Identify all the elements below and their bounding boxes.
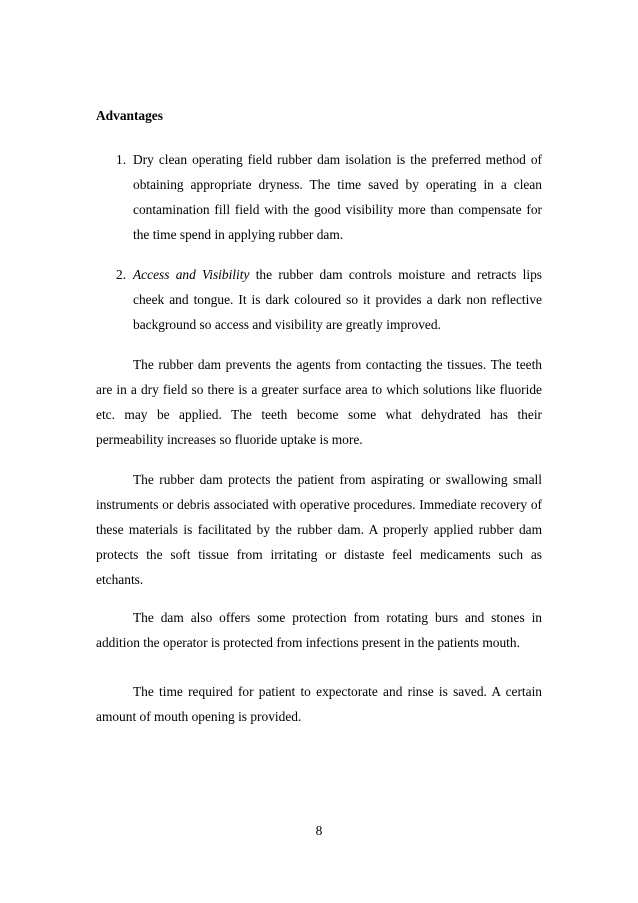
body-paragraph: The rubber dam protects the patient from aspirating or swallowing small instruments or debris associated with operative procedures. Immediate recovery of these materials is facilitated by the rubber dam. A properly applied rubber dam protects the soft tissue from irritating or distaste feel medicaments such as etchants. [96, 472, 542, 587]
list-number: 2. [116, 267, 127, 282]
list-item-text: the rubber dam controls moisture and retracts lips cheek and tongue. It is dark coloured so it provides a dark non reflective background so access and visibility are greatly improved. [133, 267, 542, 332]
advantages-list-item-2-container [96, 262, 542, 337]
list-number: 1. [116, 152, 127, 167]
body-paragraph: The time required for patient to expectorate and rinse is saved. A certain amount of mouth opening is provided. [96, 684, 542, 724]
list-item-text: Dry clean operating field rubber dam isolation is the preferred method of obtaining appropriate dryness. The time saved by operating in a clean contamination fill field with the good visibility more than compensate for the time spend in applying rubber dam. [133, 152, 542, 242]
body-paragraph: The rubber dam prevents the agents from contacting the tissues. The teeth are in a dry field so there is a greater surface area to which solutions like fluoride etc. may be applied. The teeth become some what dehydrated has their permeability increases so fluoride uptake is more. [96, 357, 542, 447]
body-paragraph: The dam also offers some protection from rotating burs and stones in addition the operator is protected from infections present in the patients mouth. [96, 610, 542, 650]
section-heading: Advantages [96, 108, 163, 123]
page-number: 8 [315, 823, 323, 838]
list-item [96, 262, 542, 337]
advantages-list-item-1-container [96, 147, 542, 247]
list-item-emphasis: Access and Visibility [133, 267, 250, 282]
list-item [96, 147, 542, 247]
